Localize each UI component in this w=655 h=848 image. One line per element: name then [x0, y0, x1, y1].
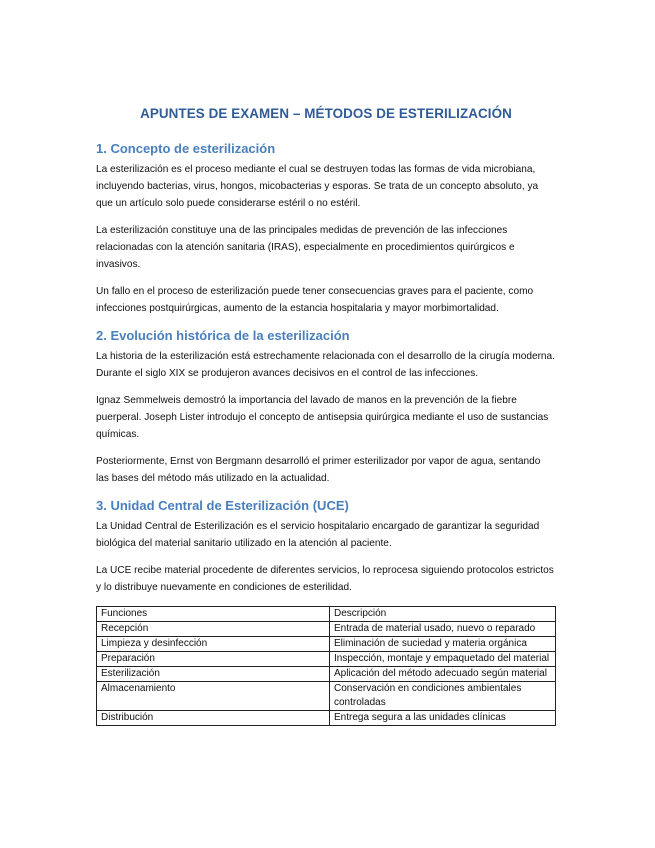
uce-functions-table: [96, 606, 556, 726]
table-header-cell: Funciones: [97, 607, 330, 622]
paragraph: La historia de la esterilización está estrechamente relacionada con el desarrollo de la cirugía moderna. Durante el siglo XIX se produjeron avances decisivos en el control de las infecciones.: [96, 351, 555, 379]
table-cell: Preparación: [97, 652, 330, 667]
paragraph: Ignaz Semmelweis demostró la importancia del lavado de manos en la prevención de la fiebre puerperal. Joseph Lister introdujo el concepto de antisepsia quirúrgica mediante el uso de sustancias químicas.: [96, 395, 549, 440]
section-heading: 3. Unidad Central de Esterilización (UCE): [96, 498, 349, 513]
paragraph: La UCE recibe material procedente de diferentes servicios, lo reprocesa siguiendo protocolos estrictos y lo distribuye nuevamente en condiciones de esterilidad.: [96, 565, 554, 593]
document-content: [96, 106, 556, 732]
table-header-row: [97, 607, 556, 622]
table-cell: Entrada de material usado, nuevo o reparado: [330, 622, 556, 637]
table-cell: Aplicación del método adecuado según material: [330, 667, 556, 682]
table-cell: Inspección, montaje y empaquetado del material: [330, 652, 556, 667]
table-cell: Esterilización: [97, 667, 330, 682]
table-header-cell: Descripción: [330, 607, 556, 622]
table-row: [97, 667, 556, 682]
paragraph: Posteriormente, Ernst von Bergmann desarrolló el primer esterilizador por vapor de agua, sentando las bases del método más utilizado en la actualidad.: [96, 456, 541, 484]
paragraph: Un fallo en el proceso de esterilización puede tener consecuencias graves para el paciente, como infecciones postquirúrgicas, aumento de la estancia hospitalaria y mayor morbimortalidad.: [96, 286, 534, 314]
section-heading: 2. Evolución histórica de la esterilización: [96, 328, 350, 343]
table-row: [97, 682, 556, 711]
table-cell: Conservación en condiciones ambientales controladas: [330, 682, 556, 711]
paragraph: La esterilización es el proceso mediante el cual se destruyen todas las formas de vida microbiana, incluyendo bacterias, virus, hongos, micobacterias y esporas. Se trata de un concepto absoluto, ya que un artículo solo puede considerarse estéril o no estéril.: [96, 164, 539, 209]
table-row: [97, 637, 556, 652]
table-row: [97, 711, 556, 726]
section-heading: 1. Concepto de esterilización: [96, 141, 276, 156]
table-cell: Eliminación de suciedad y materia orgánica: [330, 637, 556, 652]
paragraph: La esterilización constituye una de las principales medidas de prevención de las infecciones relacionadas con la atención sanitaria (IRAS), especialmente en procedimientos quirúrgicos e invasivos.: [96, 225, 515, 270]
table-cell: Almacenamiento: [97, 682, 330, 711]
table-cell: Limpieza y desinfección: [97, 637, 330, 652]
document-title: APUNTES DE EXAMEN – MÉTODOS DE ESTERILIZACIÓN: [140, 106, 512, 121]
table-row: [97, 652, 556, 667]
paragraph: La Unidad Central de Esterilización es el servicio hospitalario encargado de garantizar la seguridad biológica del material sanitario utilizado en la atención al paciente.: [96, 521, 540, 549]
section-uce: [96, 497, 556, 726]
table-cell: Distribución: [97, 711, 330, 726]
table-cell: Recepción: [97, 622, 330, 637]
section-evolucion-historica: [96, 327, 556, 487]
table-row: [97, 622, 556, 637]
table-cell: Entrega segura a las unidades clínicas: [330, 711, 556, 726]
section-concepto: [96, 140, 556, 317]
